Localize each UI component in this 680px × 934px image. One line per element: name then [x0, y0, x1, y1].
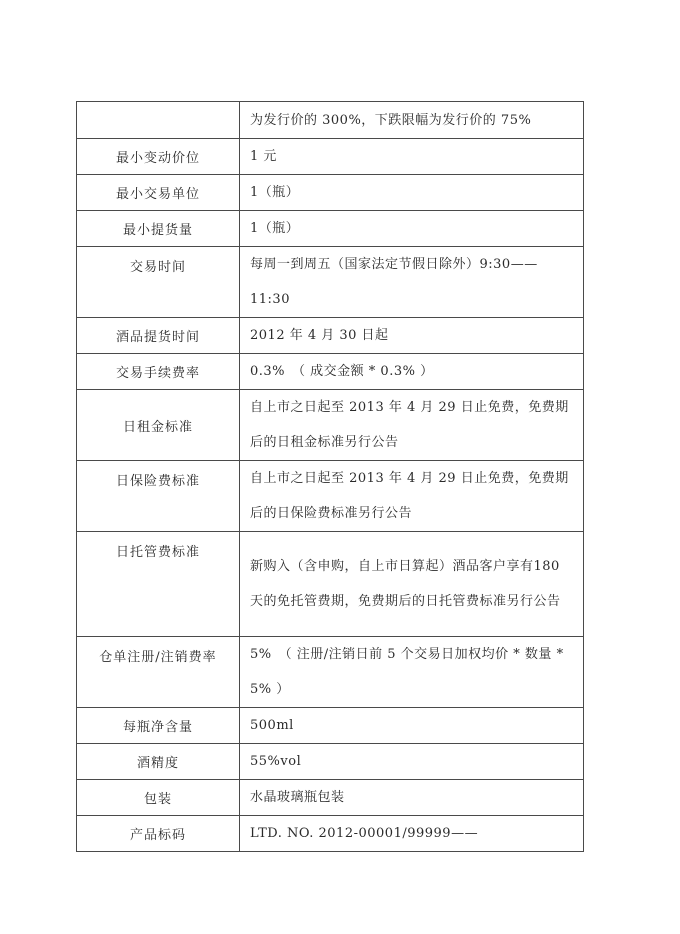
- table-row: [77, 708, 584, 744]
- row-value: 每周一到周五（国家法定节假日除外）9:30——11:30: [240, 247, 584, 318]
- row-label: 包装: [77, 780, 240, 816]
- table-row: [77, 461, 584, 532]
- table-row: [77, 175, 584, 211]
- row-value: 水晶玻璃瓶包装: [240, 780, 584, 816]
- row-value: 55%vol: [240, 744, 584, 780]
- table-row: [77, 744, 584, 780]
- row-label: 最小交易单位: [77, 175, 240, 211]
- row-label: 日租金标准: [77, 390, 240, 461]
- row-value: 自上市之日起至 2013 年 4 月 29 日止免费，免费期后的日租金标准另行公告: [240, 390, 584, 461]
- table-row: [77, 318, 584, 354]
- row-value: LTD. NO. 2012-00001/99999——: [240, 816, 584, 852]
- row-label: 仓单注册/注销费率: [77, 637, 240, 708]
- row-label: 日托管费标准: [77, 532, 240, 637]
- row-value: 5% （ 注册/注销日前 5 个交易日加权均价 * 数量 * 5% ）: [240, 637, 584, 708]
- table-row: [77, 637, 584, 708]
- row-label: 每瓶净含量: [77, 708, 240, 744]
- row-value: 1 元: [240, 139, 584, 175]
- table-row: [77, 354, 584, 390]
- table-row: [77, 139, 584, 175]
- row-label: 最小提货量: [77, 211, 240, 247]
- table-row: [77, 390, 584, 461]
- row-label: 酒品提货时间: [77, 318, 240, 354]
- row-value: 新购入（含申购，自上市日算起）酒品客户享有180 天的免托管费期，免费期后的日托管费标准另行公告: [240, 532, 584, 637]
- table-row: [77, 247, 584, 318]
- row-value: 1（瓶）: [240, 211, 584, 247]
- row-label: [77, 102, 240, 139]
- row-label: 酒精度: [77, 744, 240, 780]
- row-value: 为发行价的 300%，下跌限幅为发行价的 75%: [240, 102, 584, 139]
- product-spec-table: [76, 101, 584, 852]
- row-label: 最小变动价位: [77, 139, 240, 175]
- row-value: 0.3% （ 成交金额 * 0.3% ）: [240, 354, 584, 390]
- row-label: 交易手续费率: [77, 354, 240, 390]
- table-row: [77, 211, 584, 247]
- row-label: 日保险费标准: [77, 461, 240, 532]
- table-row: [77, 102, 584, 139]
- row-label: 产品标码: [77, 816, 240, 852]
- table-row: [77, 532, 584, 637]
- table-row: [77, 816, 584, 852]
- row-value: 2012 年 4 月 30 日起: [240, 318, 584, 354]
- table-row: [77, 780, 584, 816]
- row-value: 自上市之日起至 2013 年 4 月 29 日止免费，免费期后的日保险费标准另行公告: [240, 461, 584, 532]
- row-value: 1（瓶）: [240, 175, 584, 211]
- row-label: 交易时间: [77, 247, 240, 318]
- row-value: 500ml: [240, 708, 584, 744]
